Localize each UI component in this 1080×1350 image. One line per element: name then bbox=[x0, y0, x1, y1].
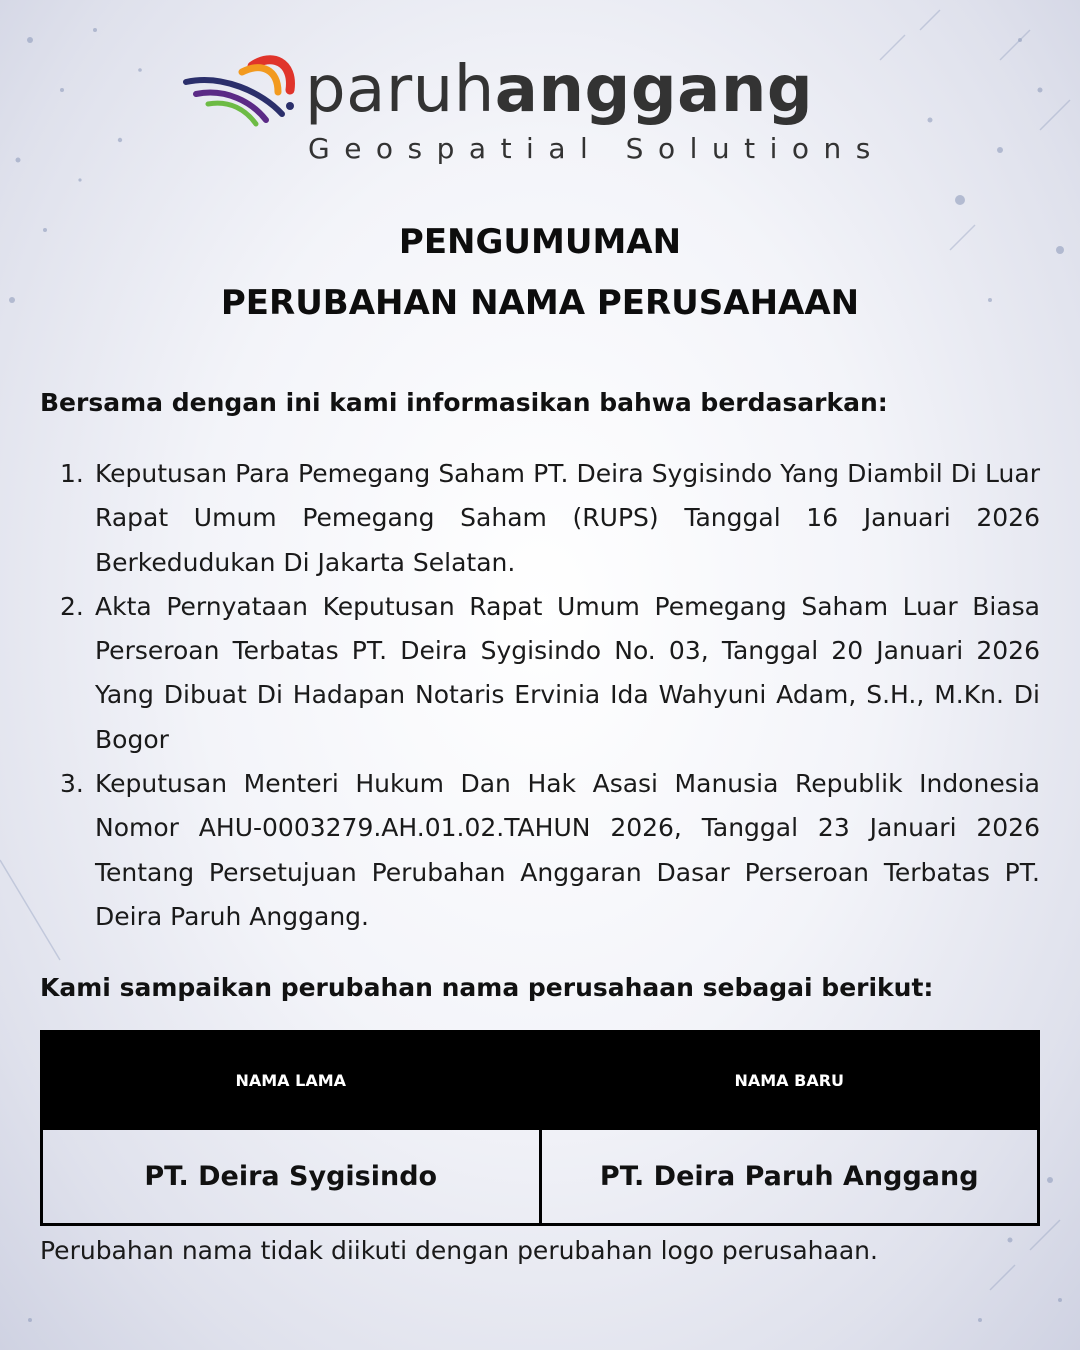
name-change-table bbox=[40, 1030, 1040, 1226]
brand-tagline: Geospatial Solutions bbox=[308, 132, 885, 165]
table-header-row bbox=[42, 1032, 1039, 1129]
announcement-title: PENGUMUMAN bbox=[398, 222, 682, 262]
list-item bbox=[60, 585, 1040, 762]
list-item-number: 1. bbox=[60, 459, 84, 488]
intro-text: Bersama dengan ini kami informasikan bahwa berdasarkan: bbox=[40, 388, 888, 417]
old-name-header: NAMA LAMA bbox=[42, 1032, 541, 1129]
list-item-text: Keputusan Menteri Hukum Dan Hak Asasi Manusia Republik Indonesia Nomor AHU-0003279.AH.01.02.TAHUN 2026, Tanggal 23 Januari 2026 Tentang Persetujuan Perubahan Anggaran Dasar Perseroan Terbatas PT. Deira Paruh Anggang. bbox=[95, 769, 1040, 931]
brand-name bbox=[305, 54, 813, 126]
list-item-number: 2. bbox=[60, 591, 84, 621]
paruhanggang-logo-icon bbox=[182, 52, 302, 132]
new-name-header: NAMA BARU bbox=[540, 1032, 1039, 1129]
header bbox=[0, 48, 1080, 178]
basis-list bbox=[60, 452, 1040, 939]
list-item-text: Akta Pernyataan Keputusan Rapat Umum Pemegang Saham Luar Biasa Perseroan Terbatas PT. Deira Sygisindo No. 03, Tanggal 20 Januari 2026 Yang Dibuat Di Hadapan Notaris Ervinia Ida Wahyuni Adam, S.H., M.Kn. Di Bogor bbox=[95, 591, 1040, 754]
footer-note: Perubahan nama tidak diikuti dengan perubahan logo perusahaan. bbox=[40, 1236, 878, 1265]
announcement-subtitle: PERUBAHAN NAMA PERUSAHAAN bbox=[220, 283, 860, 323]
list-item bbox=[60, 762, 1040, 939]
old-name-cell: PT. Deira Sygisindo bbox=[42, 1129, 541, 1225]
brand-name-light: paruh bbox=[305, 53, 495, 127]
brand-name-bold: anggang bbox=[494, 53, 814, 127]
list-item-text: Keputusan Para Pemegang Saham PT. Deira Sygisindo Yang Diambil Di Luar Rapat Umum Pemegang Saham (RUPS) Tanggal 16 Januari 2026 Berkedudukan Di Jakarta Selatan. bbox=[95, 459, 1040, 577]
table-row bbox=[42, 1129, 1039, 1225]
new-name-cell: PT. Deira Paruh Anggang bbox=[540, 1129, 1039, 1225]
list-item-number: 3. bbox=[60, 769, 84, 799]
list-item bbox=[60, 452, 1040, 585]
name-change-lead: Kami sampaikan perubahan nama perusahaan sebagai berikut: bbox=[40, 973, 934, 1002]
